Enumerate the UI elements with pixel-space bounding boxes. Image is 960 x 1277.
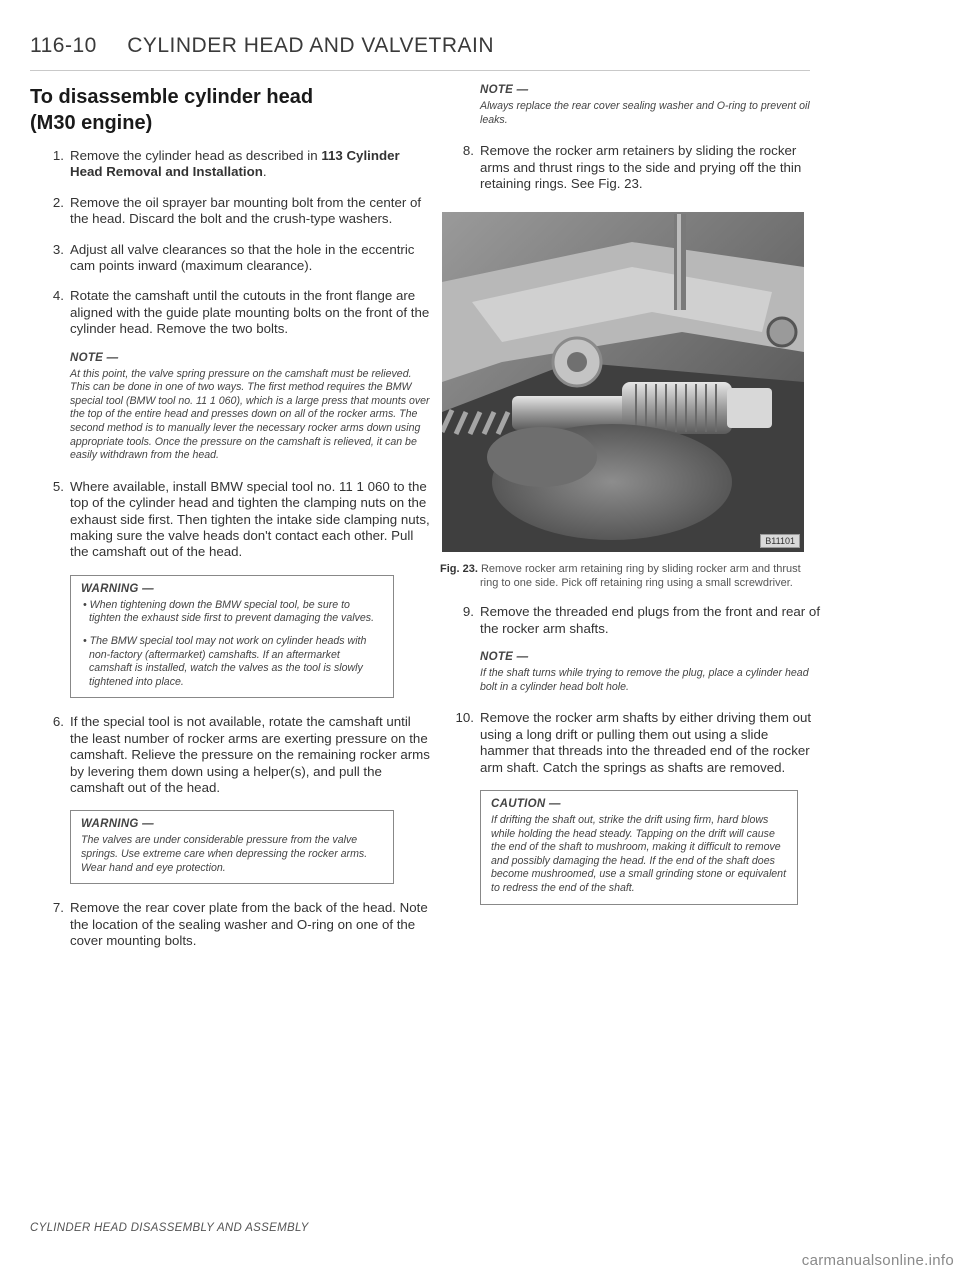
step-3: 3. Adjust all valve clearances so that the hole in the eccentric cam points inward (maximum clearance). <box>52 241 415 274</box>
page-header <box>30 34 810 58</box>
warning-box-special-tool: WARNING — • When tightening down the BMW special tool, be sure to tighten the exhaust side first to prevent damaging the valves. • The BMW special tool may not work on cylinder heads with non-factory (aftermarket) camshafts. If an aftermarket camshaft is installed, watch the valves as the tool is slowly tightened into place. <box>70 575 394 699</box>
photo-id-label: B11101 <box>760 534 800 548</box>
caution-box-drifting: CAUTION — If drifting the shaft out, strike the drift using firm, hard blows while holding the head steady. Tapping on the drift will cause the end of the shaft to mushroom, making it difficult to remove and possibly damaging the head. If the end of the shaft does become mushroomed, use a small grinding stone or equivalent to redress the end of the shaft. <box>480 790 798 905</box>
left-column <box>30 84 430 963</box>
section-title-line1: To disassemble cylinder head <box>30 86 314 108</box>
step-5: 5. Where available, install BMW special tool no. 11 1 060 to the top of the cylinder head and tighten the clamping nuts on the exhaust side first. Then tighten the intake side clamping nuts, making sure the valve heads don't contact each other. Pull the camshaft out of the head. <box>52 478 430 560</box>
step-1: 1. Remove the cylinder head as described in 113 Cylinder Head Removal and Installation. <box>52 148 400 180</box>
note-rear-cover: NOTE — Always replace the rear cover sealing washer and O-ring to prevent oil leaks. <box>480 84 810 126</box>
section-title <box>30 84 430 136</box>
step-6: 6. If the special tool is not available, rotate the camshaft until the least number of rocker arms are exerting pressure on the camshaft. Relieve the pressure on the remaining rocker arms by levering them down using a helper(s), and pull the camshaft out of the head. <box>52 714 430 796</box>
rocker-arm-photo-image <box>442 212 804 552</box>
step-4: 4. Rotate the camshaft until the cutouts in the front flange are aligned with the guide plate mounting bolts on the front of the cylinder head. Remove the two bolts. <box>52 288 430 337</box>
page-number: 116-10 <box>30 34 97 57</box>
note-shaft-turns: NOTE — If the shaft turns while trying to remove the plug, place a cylinder head bolt in a cylinder head bolt hole. <box>480 651 809 693</box>
step-10: 10. Remove the rocker arm shafts by either driving them out using a long drift or pulling them out using a slide hammer that threads into the threaded end of the rocker arm shaft. Catch the springs as shafts are removed. <box>455 710 812 775</box>
note-camshaft-pressure: NOTE — At this point, the valve spring pressure on the camshaft must be relieved. This can be done in one of two ways. The first method requires the BMW special tool (BMW tool no. 11 1 060), which is a large press that mounts over the top of the entire head and presses down on all of the rocker arms. The second method is to manually lever the necessary rocker arms down using appropriate tools. Once the pressure on the camshaft is relieved, it can be easily withdrawn from the head. <box>70 351 430 462</box>
steps-list-right-2 <box>440 604 820 637</box>
steps-list-left <box>30 148 430 338</box>
cross-reference: 113 Cylinder Head Removal and Installation <box>70 148 400 180</box>
step-9: 9. Remove the threaded end plugs from the front and rear of the rocker arm shafts. <box>462 604 821 636</box>
page-footer: CYLINDER HEAD DISASSEMBLY AND ASSEMBLY <box>30 1222 309 1234</box>
steps-list-right-3 <box>440 710 820 776</box>
steps-list-right <box>440 143 820 192</box>
header-rule <box>30 70 810 71</box>
step-7: 7. Remove the rear cover plate from the back of the head. Note the location of the sealing washer and O-ring on one of the cover mounting bolts. <box>52 900 428 949</box>
section-title-line2: (M30 engine) <box>30 112 153 134</box>
step-8: 8. Remove the rocker arm retainers by sliding the rocker arms and thrust rings to the side and prying off the thin retaining rings. See Fig. 23. <box>462 143 802 191</box>
right-column <box>440 84 820 921</box>
step-2: 2. Remove the oil sprayer bar mounting bolt from the center of the head. Discard the bolt and the crush-type washers. <box>52 194 422 227</box>
steps-list-left-2 <box>30 479 430 561</box>
warning-box-valve-pressure: WARNING — The valves are under considerable pressure from the valve springs. Use extreme care when depressing the rocker arms. Wear hand and eye protection. <box>70 810 394 884</box>
steps-list-left-4 <box>30 900 430 949</box>
figure-caption: Fig. 23. Remove rocker arm retaining ring by sliding rocker arm and thrust ring to one side. Pick off retaining ring using a small screwdriver. <box>440 563 801 590</box>
steps-list-left-3 <box>30 714 430 796</box>
figure-photo <box>442 212 804 552</box>
chapter-title: CYLINDER HEAD AND VALVETRAIN <box>127 34 494 57</box>
watermark: carmanualsonline.info <box>801 1252 954 1269</box>
